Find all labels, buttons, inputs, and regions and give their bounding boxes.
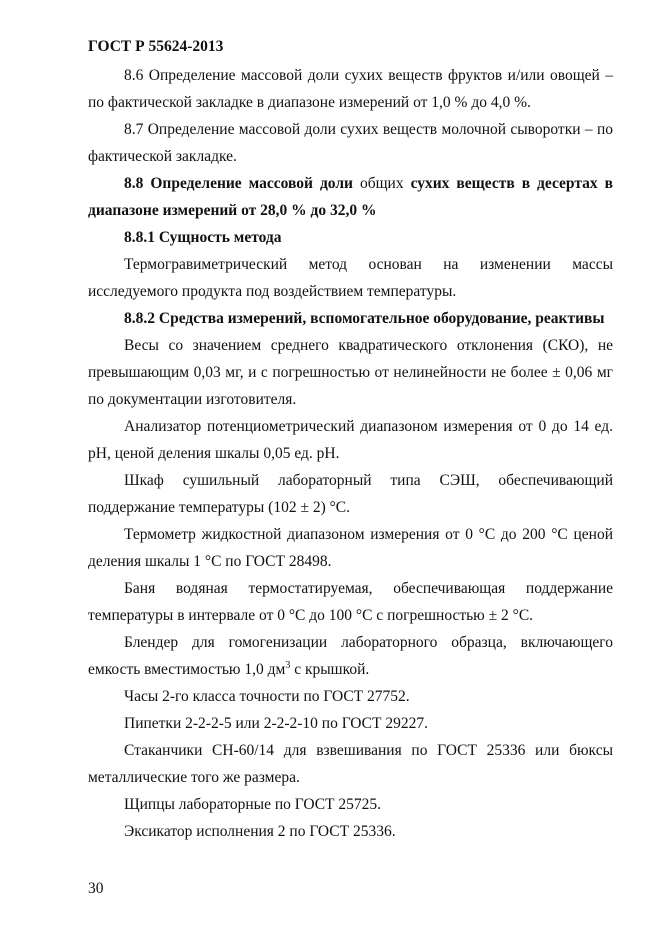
page-number: 30 — [88, 880, 104, 897]
section-heading-8-8-1: 8.8.1 Сущность метода — [124, 229, 282, 246]
section-heading-8-8 — [88, 170, 613, 224]
section-heading-8-8-2: 8.8.2 Средства измерений, вспомогательное оборудование, реактивы — [124, 310, 605, 327]
paragraph-blender — [88, 629, 613, 683]
blender-text: Блендер для гомогенизации лабораторного образца, включающего емкость вместимостью 1,0 дм — [88, 634, 613, 678]
paragraph-analyzer: Анализатор потенциометрический диапазоном измерения от 0 до 14 ед. рН, ценой деления шкалы 0,05 ед. рН. — [88, 418, 613, 462]
paragraph-drying-oven: Шкаф сушильный лабораторный типа СЭШ, обеспечивающий поддержание температуры (102 ± 2) °С. — [88, 472, 613, 516]
paragraph-8-6: 8.6 Определение массовой доли сухих веществ фруктов и/или овощей – по фактической закладке в диапазоне измерений от 1,0 % до 4,0 %. — [88, 67, 613, 111]
paragraph-water-bath: Баня водяная термостатируемая, обеспечивающая поддержание температуры в интервале от 0 °С до 100 °С с погрешностью ± 2 °С. — [88, 580, 613, 624]
heading-part: общих — [352, 175, 411, 192]
document-header: ГОСТ Р 55624-2013 — [88, 38, 224, 55]
superscript: 3 — [285, 660, 291, 671]
document-body — [88, 62, 613, 845]
heading-part: 8.8 Определение массовой доли — [124, 175, 353, 192]
paragraph-8-7: 8.7 Определение массовой доли сухих веществ молочной сыворотки – по фактической закладке. — [88, 121, 613, 165]
paragraph-clock: Часы 2-го класса точности по ГОСТ 27752. — [124, 688, 410, 705]
paragraph-thermometer: Термометр жидкостной диапазоном измерения от 0 °С до 200 °С ценой деления шкалы 1 °С по ГОСТ 28498. — [88, 526, 613, 570]
paragraph-desiccator: Эксикатор исполнения 2 по ГОСТ 25336. — [124, 823, 396, 840]
paragraph-pipettes: Пипетки 2-2-2-5 или 2-2-2-10 по ГОСТ 29227. — [124, 715, 428, 732]
blender-text-end: с крышкой. — [290, 661, 370, 678]
paragraph-weighing-cups: Стаканчики СН-60/14 для взвешивания по ГОСТ 25336 или бюксы металлические того же размера. — [88, 742, 613, 786]
heading-part: сухих веществ в десертах в диапазоне измерений от 28,0 % до 32,0 % — [88, 175, 613, 219]
paragraph-scales: Весы со значением среднего квадратического отклонения (СКО), не превышающим 0,03 мг, и с погрешностью от нелинейности не более ± 0,06 мг по документации изготовителя. — [88, 337, 613, 408]
paragraph-tongs: Щипцы лабораторные по ГОСТ 25725. — [124, 796, 382, 813]
paragraph-method: Термогравиметрический метод основан на изменении массы исследуемого продукта под воздействием температуры. — [88, 256, 613, 300]
